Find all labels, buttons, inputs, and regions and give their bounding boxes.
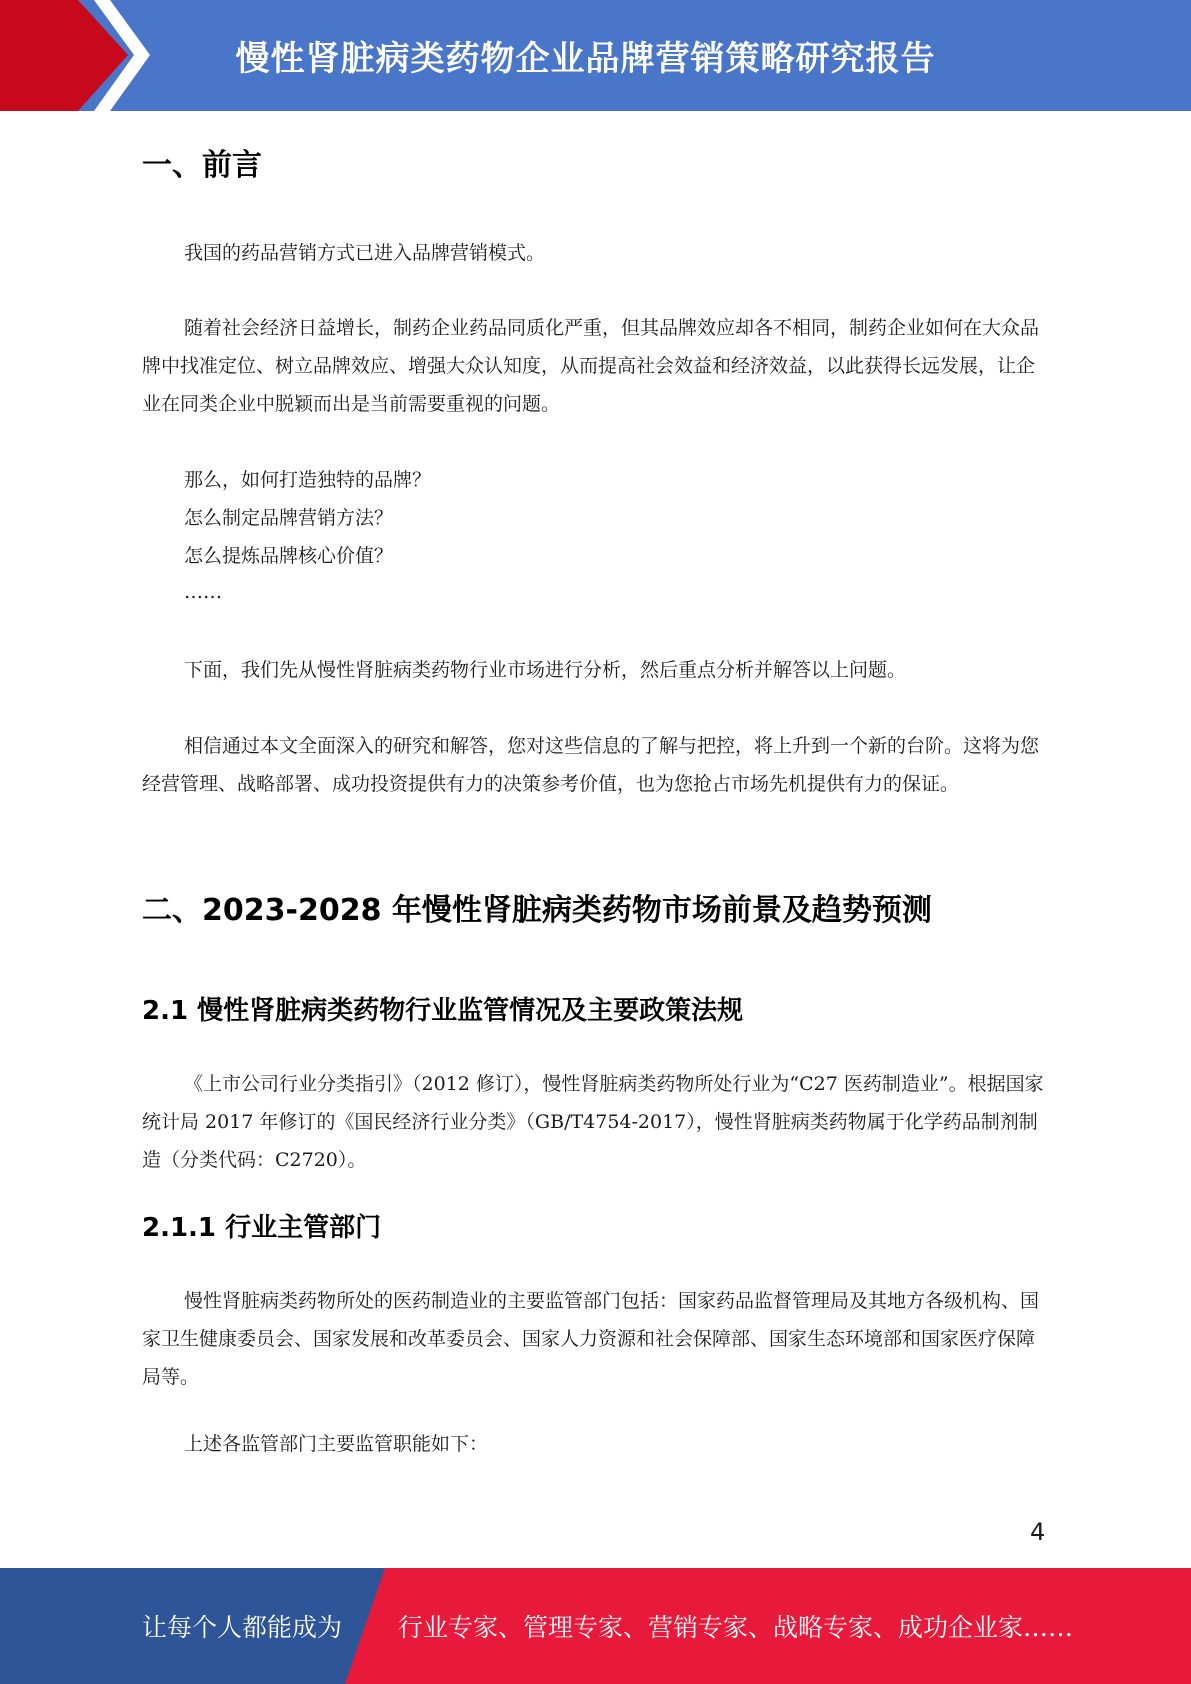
paragraph: 相信通过本文全面深入的研究和解答，您对这些信息的了解与把控，将上升到一个新的台阶。这将为您经营管理、战略部署、成功投资提供有力的决策参考价值，也为您抢占市场先机提供有力的保证。: [142, 735, 1040, 795]
paragraph: 《上市公司行业分类指引》（2012 修订），慢性肾脏病类药物所处行业为“C27 医药制造业”。根据国家统计局 2017 年修订的《国民经济行业分类》（GB/T4754-2017），慢性肾脏病类药物属于化学药品制剂制造（分类代码：C2720）。: [142, 1073, 1044, 1171]
section-heading-preface: 一、前言: [142, 148, 262, 183]
paragraph: 下面，我们先从慢性肾脏病类药物行业市场进行分析，然后重点分析并解答以上问题。: [184, 659, 907, 681]
question-line: 那么，如何打造独特的品牌？: [184, 469, 432, 491]
paragraph: 我国的药品营销方式已进入品牌营销模式。: [184, 242, 546, 264]
section-heading-forecast: 二、2023-2028 年慢性肾脏病类药物市场前景及趋势预测: [142, 893, 932, 928]
paragraph: 随着社会经济日益增长，制药企业药品同质化严重，但其品牌效应却各不相同，制药企业如何在大众品牌中找准定位、树立品牌效应、增强大众认知度，从而提高社会效益和经济效益，以此获得长远发展，让企业在同类企业中脱颖而出是当前需要重视的问题。: [142, 317, 1040, 415]
header-arrow-decoration: [0, 0, 150, 111]
footer-slogan-right: 行业专家、管理专家、营销专家、战略专家、成功企业家……: [398, 1613, 1074, 1642]
paragraph: 慢性肾脏病类药物所处的医药制造业的主要监管部门包括：国家药品监督管理局及其地方各级机构、国家卫生健康委员会、国家发展和改革委员会、国家人力资源和社会保障部、国家生态环境部和国家医疗保障局等。: [142, 1290, 1040, 1388]
footer-banner: [0, 1568, 1191, 1684]
question-line: 怎么制定品牌营销方法？: [184, 507, 394, 529]
subsection-heading-regulation: 2.1 慢性肾脏病类药物行业监管情况及主要政策法规: [142, 996, 744, 1026]
report-title: 慢性肾脏病类药物企业品牌营销策略研究报告: [235, 39, 936, 79]
paragraph: 上述各监管部门主要监管职能如下：: [184, 1433, 489, 1455]
question-line: 怎么提炼品牌核心价值？: [184, 545, 394, 567]
ellipsis-line: ……: [184, 581, 222, 603]
footer-slogan-left: 让每个人都能成为: [142, 1613, 343, 1642]
page-number: 4: [1030, 1518, 1046, 1546]
header-banner: [0, 0, 1191, 111]
subsection-heading-authorities: 2.1.1 行业主管部门: [142, 1213, 382, 1243]
